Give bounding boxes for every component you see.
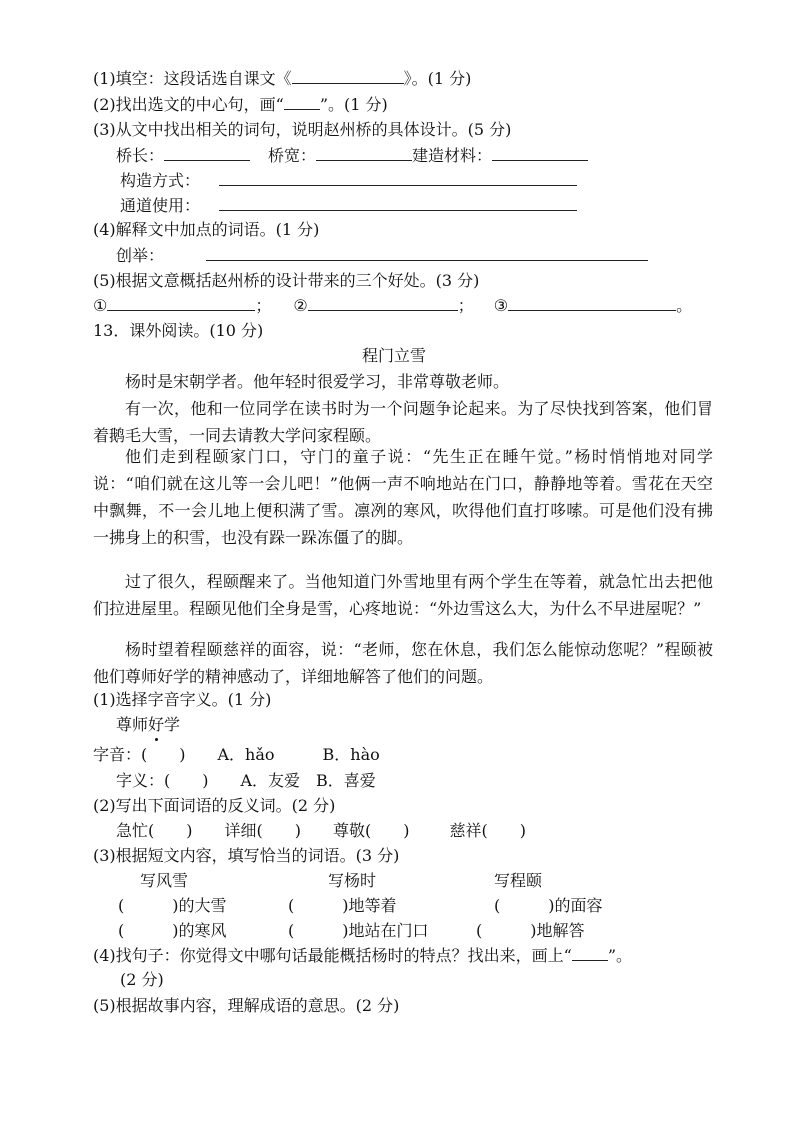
label-chuangju: 创举：	[116, 246, 165, 265]
marker-2: ②	[293, 296, 308, 315]
q12-sub1	[93, 68, 471, 90]
q12-sub3-row1	[116, 145, 588, 167]
q12-sub2-score: ”。(1 分)	[319, 95, 388, 114]
passage-paragraph-2: 有一次，他和一位同学在读书时为一个问题争论起来。为了尽快找到答案，他们冒着鹅毛大雪，一同去请教大学问家程颐。	[93, 399, 713, 445]
blank-underline-mark-2	[572, 945, 608, 961]
blank-passage[interactable]	[219, 195, 577, 211]
q12-sub1-text: (1)填空：这段话选自课文《	[93, 69, 292, 88]
q12-sub5-row	[93, 295, 692, 317]
antonym-row	[116, 820, 526, 842]
fill-hanfeng[interactable]: ( )的寒风	[118, 921, 227, 940]
blank-bridge-width[interactable]	[316, 145, 412, 161]
passage-paragraph-5: 杨时望着程颐慈祥的面容，说：“老师，您在休息，我们怎么能惊动您呢？”程颐被他们尊师好学的精神感动了，详细地解答了他们的问题。	[93, 640, 713, 686]
label-structure: 构造方式：	[120, 171, 201, 190]
q12-sub4-row	[116, 245, 648, 267]
q12-sub1-score: 》。(1 分)	[403, 69, 472, 88]
q12-sub3-row2	[120, 170, 577, 192]
antonym-zunjing[interactable]: 尊敬( )	[333, 821, 410, 840]
blank-lesson-title[interactable]	[292, 68, 404, 84]
label-bridge-length: 桥长：	[116, 146, 165, 165]
label-passage: 通道使用：	[120, 196, 201, 215]
passage-title: 程门立雪	[362, 346, 427, 365]
marker-1: ①	[93, 296, 108, 315]
dotted-char-hao: 好	[148, 715, 165, 734]
q12-sub2-text: (2)找出选文的中心句，画“	[93, 95, 284, 114]
q13-sub2: (2)写出下面词语的反义词。(2 分)	[93, 796, 336, 815]
q13-sub3: (3)根据短文内容，填写恰当的词语。(3 分)	[93, 846, 400, 865]
q12-sub3: (3)从文中找出相关的词句，说明赵州桥的具体设计。(5 分)	[93, 120, 512, 139]
semicolon-1: ；	[255, 296, 272, 315]
word-part-b: 学	[164, 715, 181, 734]
blank-underline-mark	[284, 94, 320, 110]
antonym-jimang[interactable]: 急忙( )	[116, 821, 193, 840]
col-head-chengyi: 写程颐	[494, 871, 543, 890]
fill-mianrong[interactable]: ( )的面容	[494, 896, 603, 915]
q12-sub2	[93, 94, 388, 116]
fill-dengzhe[interactable]: ( )地等着	[288, 896, 397, 915]
label-bridge-width: 桥宽：	[268, 146, 317, 165]
q13-sub4-text: (4)找句子：你觉得文中哪句话最能概括杨时的特点？找出来，画上“	[93, 946, 572, 965]
q12-sub3-row3	[120, 195, 577, 217]
q13-sub4	[93, 945, 632, 967]
q12-sub4: (4)解释文中加点的词语。(1 分)	[93, 220, 320, 239]
fill-zhanzai[interactable]: ( )地站在门口	[288, 921, 429, 940]
col-head-yangshi: 写杨时	[328, 871, 377, 890]
antonym-cixiang[interactable]: 慈祥( )	[449, 821, 526, 840]
fill-daxue[interactable]: ( )的大雪	[118, 896, 227, 915]
blank-benefit-3[interactable]	[508, 295, 676, 311]
passage-paragraph-1: 杨时是宋朝学者。他年轻时很爱学习，非常尊敬老师。	[125, 372, 510, 391]
q12-sub5: (5)根据文意概括赵州桥的设计带来的三个好处。(3 分)	[93, 271, 480, 290]
marker-3: ③	[493, 296, 509, 315]
q13-sub4-quote-end: ”。	[607, 946, 633, 965]
blank-chuangju[interactable]	[206, 245, 648, 261]
q13-sub1-meaning[interactable]: 字义：( ) A．友爱 B．喜爱	[116, 771, 376, 790]
blank-bridge-length[interactable]	[164, 145, 250, 161]
passage-paragraph-4: 过了很久，程颐醒来了。当他知道门外雪地里有两个学生在等着，就急忙出去把他们拉进屋里。程颐见他们全身是雪，心疼地说：“外边雪这么大，为什么不早进屋呢？”	[93, 572, 713, 618]
passage-paragraph-3: 他们走到程颐家门口，守门的童子说：“先生正在睡午觉。”杨时悄悄地对同学说：“咱们就在这儿等一会儿吧！”他俩一声不响地站在门口，静静地等着。雪花在天空中飘舞，不一会儿地上便积满了雪。凛冽的寒风，吹得他们直打哆嗦。可是他们没有拂一拂身上的积雪，也没有跺一跺冻僵了的脚。	[93, 447, 713, 547]
semicolon-2: ；	[457, 296, 474, 315]
word-part-a: 尊师	[116, 715, 149, 734]
q13-heading: 13．课外阅读。(10 分)	[93, 321, 264, 340]
q13-sub5: (5)根据故事内容，理解成语的意思。(2 分)	[93, 996, 400, 1015]
antonym-xiangxi[interactable]: 详细( )	[224, 821, 301, 840]
blank-structure[interactable]	[219, 170, 577, 186]
col-head-fengxue: 写风雪	[140, 871, 189, 890]
q13-sub4-score: (2 分)	[120, 970, 164, 989]
q13-sub1: (1)选择字音字义。(1 分)	[93, 690, 272, 709]
blank-material[interactable]	[492, 145, 588, 161]
fill-jieda[interactable]: ( )地解答	[476, 921, 585, 940]
q13-sub1-pronunciation[interactable]: 字音：( ) A．hǎo B．hào	[93, 745, 380, 764]
blank-benefit-2[interactable]	[308, 295, 458, 311]
period-end: 。	[676, 296, 693, 315]
label-material: 建造材料：	[412, 146, 493, 165]
word-zunshi-haoxue	[116, 714, 180, 736]
blank-benefit-1[interactable]	[107, 295, 255, 311]
